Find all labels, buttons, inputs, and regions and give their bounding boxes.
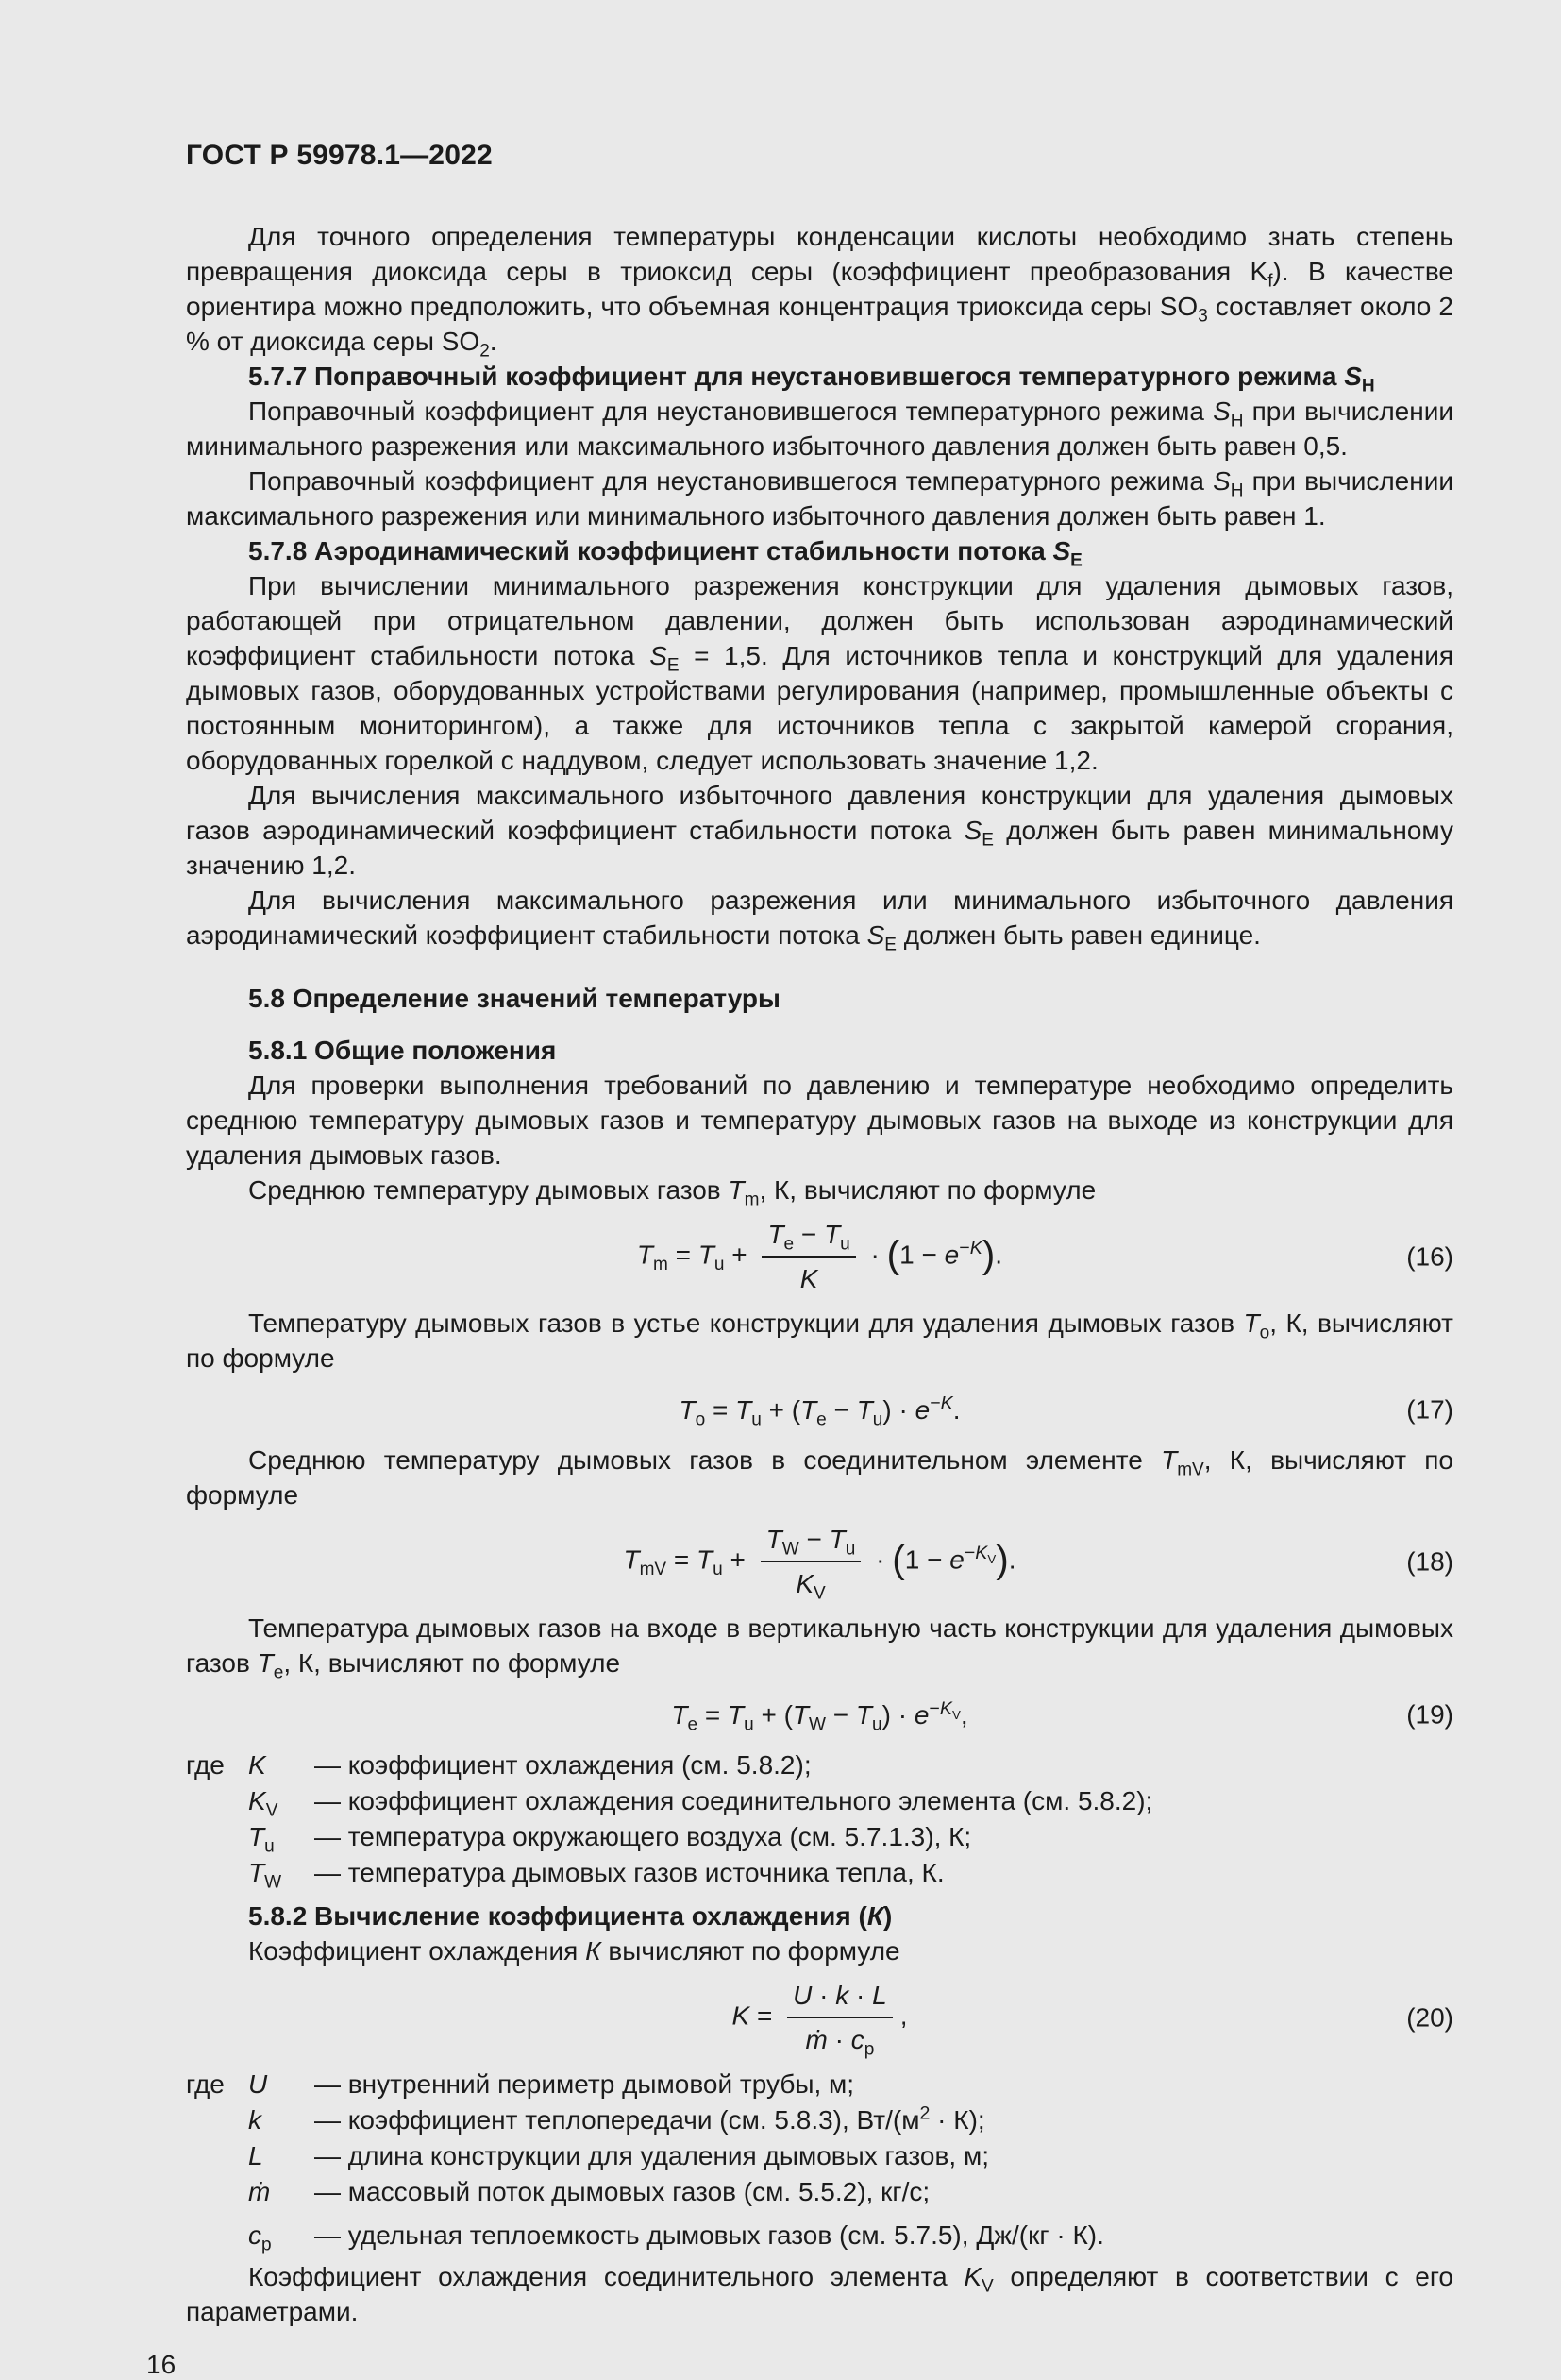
para-5-8-2-1: Коэффициент охлаждения К вычисляют по формуле bbox=[248, 1936, 900, 1966]
heading-5-7-8: 5.7.8 Аэродинамический коэффициент стабильности потока $S_E$ bbox=[248, 536, 1083, 571]
heading-5-8-1: 5.8.1 Общие положения bbox=[248, 1036, 557, 1065]
formula-16-expression: $T_m = T_u$ + $\frac{T_e - T_u}{K}$ · $(1 - e^{-K})$. bbox=[637, 1217, 1002, 1296]
definition-row-TW bbox=[186, 1855, 1453, 1891]
definition-symbol: ṁ bbox=[248, 2177, 271, 2207]
heading-5-8: 5.8 Определение значений температуры bbox=[248, 984, 780, 1013]
definition-lead: где bbox=[186, 1750, 225, 1781]
definition-list-20 bbox=[186, 2067, 1453, 2253]
definition-text: — коэффициент теплопередачи (см. 5.8.3), $Вт/(м^2 \cdot К)$; bbox=[314, 2102, 985, 2135]
page-number: 16 bbox=[146, 2350, 176, 2380]
para-5-7-8-1: При вычислении минимального разрежения конструкции для удаления дымовых газов, работающей при отрицательном давлении, должен быть использован аэродинамический коэффициент стабильности потока $S_E = 1,5$. Для источников тепла и конструкций для удаления дымовых газов, оборудованных устройствами регулирования (например, промышленные объекты с постоянным мониторингом), а также для источников тепла с закрытой камерой сгорания, оборудованных горелкой с наддувом, следует использовать значение 1,2. bbox=[186, 571, 1453, 775]
para-5-8-2-2: Коэффициент охлаждения соединительного элемента $K_V$ определяют в соответствии с его параметрами. bbox=[186, 2262, 1453, 2327]
definition-row-KV bbox=[186, 1783, 1453, 1819]
definition-row-m-dot bbox=[186, 2174, 1453, 2210]
definition-symbol: L bbox=[248, 2141, 263, 2171]
definition-symbol: K bbox=[248, 1750, 266, 1781]
formula-19-expression: $T_e = T_u + (T_W - T_u) \cdot e^{-K_V}$, bbox=[671, 1697, 968, 1735]
para-5-7-8-2: Для вычисления максимального избыточного давления конструкции для удаления дымовых газов аэродинамический коэффициент стабильности потока $S_E$ должен быть равен минимальному значению 1,2. bbox=[186, 781, 1453, 880]
definition-symbol: $K_V$ bbox=[248, 1786, 278, 1821]
para-5-7-7-2: Поправочный коэффициент для неустановившегося температурного режима $S_H$ при вычислении максимального разрежения или минимального избыточного давления должен быть равен 1. bbox=[186, 466, 1453, 531]
definition-text: — коэффициент охлаждения соединительного элемента (см. 5.8.2); bbox=[314, 1786, 1153, 1816]
definition-symbol: $T_W$ bbox=[248, 1858, 282, 1893]
heading-5-8-2: 5.8.2 Вычисление коэффициента охлаждения (К) bbox=[248, 1901, 893, 1932]
para-5-8-1-1: Для проверки выполнения требований по давлению и температуре необходимо определить среднюю температуру дымовых газов и температуру дымовых газов на выходе из конструкции для удаления дымовых газов. bbox=[186, 1071, 1453, 1170]
para-5-8-1-5: Температура дымовых газов на входе в вертикальную часть конструкции для удаления дымовых газов $T_e$, К, вычисляют по формуле bbox=[186, 1613, 1453, 1683]
para-5-7-8-3: Для вычисления максимального разрежения или минимального избыточного давления аэродинамический коэффициент стабильности потока $S_E$ должен быть равен единице. bbox=[186, 886, 1453, 955]
definition-symbol: $T_u$ bbox=[248, 1822, 275, 1857]
para-5-8-1-4: Среднюю температуру дымовых газов в соединительном элементе $T_{mV}$, К, вычисляют по формуле bbox=[186, 1445, 1453, 1511]
definition-text: — температура дымовых газов источника тепла, К. bbox=[314, 1858, 945, 1888]
page-header: ГОСТ Р 59978.1—2022 bbox=[186, 140, 493, 171]
para-5-8-1-2: Среднюю температуру дымовых газов $T_m$, К, вычисляют по формуле bbox=[248, 1175, 1097, 1210]
definition-row-U bbox=[186, 2067, 1453, 2102]
formula-17-expression: $T_o = T_u + (T_e - T_u) \cdot e^{-K}$. bbox=[679, 1393, 961, 1430]
definition-symbol: $c_p$ bbox=[248, 2220, 272, 2255]
formula-19-number: (19) bbox=[1406, 1699, 1453, 1730]
definition-text: — внутренний периметр дымовой трубы, м; bbox=[314, 2069, 855, 2100]
definition-row-Tu bbox=[186, 1819, 1453, 1855]
formula-18-expression: $T_{mV} = T_u$ + $\frac{T_W - T_u}{K_V}$ · $(1 - e^{-K_V})$. bbox=[623, 1522, 1015, 1601]
para-5-7-7-1: Поправочный коэффициент для неустановившегося температурного режима $S_H$ при вычислении минимального разрежения или максимального избыточного давления должен быть равен 0,5. bbox=[186, 397, 1453, 461]
definition-text: — удельная теплоемкость дымовых газов (см. 5.7.5), Дж/(кг · К). bbox=[314, 2220, 1104, 2251]
definition-list-19 bbox=[186, 1747, 1453, 1891]
definition-row-k bbox=[186, 2102, 1453, 2138]
definition-row-cp bbox=[186, 2218, 1453, 2253]
formula-16 bbox=[186, 1217, 1453, 1296]
definition-row-K bbox=[186, 1747, 1453, 1783]
definition-text: — температура окружающего воздуха (см. 5.7.1.3), К; bbox=[314, 1822, 972, 1852]
formula-20-expression: K = $\frac{U \cdot k \cdot L}{ṁ \cdot c_p}$ , bbox=[732, 1978, 908, 2057]
formula-19 bbox=[186, 1696, 1453, 1735]
formula-20-number: (20) bbox=[1406, 2002, 1453, 2033]
formula-18-number: (18) bbox=[1406, 1546, 1453, 1577]
heading-5-7-7: 5.7.7 Поправочный коэффициент для неустановившегося температурного режима $S_H$ bbox=[248, 362, 1375, 397]
para-5-8-1-3: Температуру дымовых газов в устье конструкции для удаления дымовых газов $T_o$, К, вычисляют по формуле bbox=[186, 1308, 1453, 1373]
formula-17 bbox=[186, 1391, 1453, 1430]
definition-symbol: k bbox=[248, 2105, 261, 2135]
definition-row-L bbox=[186, 2138, 1453, 2174]
formula-16-number: (16) bbox=[1406, 1241, 1453, 1272]
formula-20 bbox=[186, 1978, 1453, 2060]
para-intro: Для точного определения температуры конденсации кислоты необходимо знать степень превращения диоксида серы в триоксид серы (коэффициент преобразования $K_f$). В качестве ориентира можно предположить, что объемная концентрация триоксида серы $SO_3$ составляет около 2 % от диоксида серы $SO_2$. bbox=[186, 222, 1453, 362]
formula-18 bbox=[186, 1522, 1453, 1604]
definition-lead: где bbox=[186, 2069, 225, 2100]
definition-text: — массовый поток дымовых газов (см. 5.5.2), кг/с; bbox=[314, 2177, 931, 2207]
definition-symbol: U bbox=[248, 2069, 268, 2100]
definition-text: — коэффициент охлаждения (см. 5.8.2); bbox=[314, 1750, 812, 1781]
formula-17-number: (17) bbox=[1406, 1394, 1453, 1425]
definition-text: — длина конструкции для удаления дымовых газов, м; bbox=[314, 2141, 989, 2171]
